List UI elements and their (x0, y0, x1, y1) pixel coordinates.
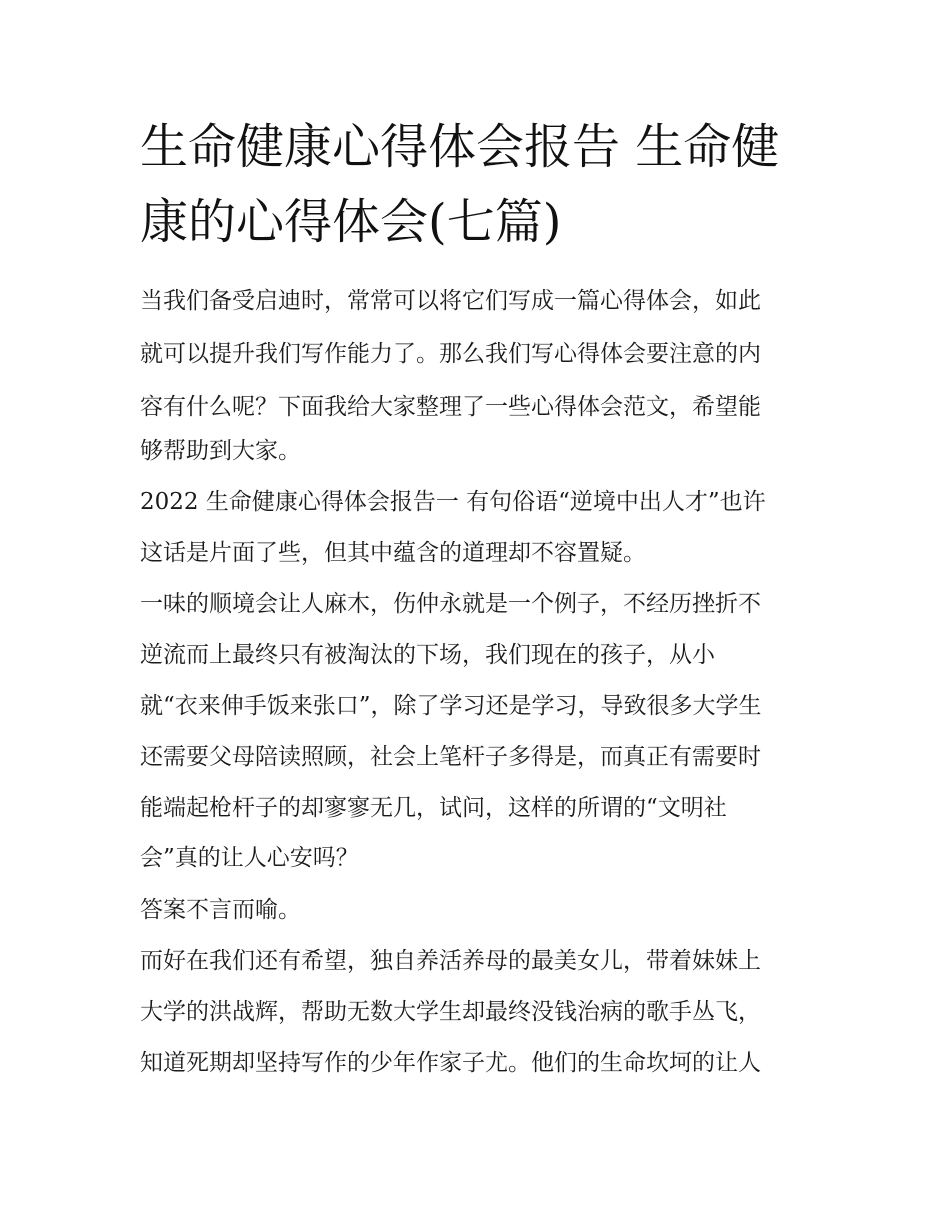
body-text-line: 当我们备受启迪时，常常可以将它们写成一篇心得体会，如此 (140, 288, 761, 314)
body-text-line: 知道死期却坚持写作的少年作家子尤。他们的生命坎坷的让人 (140, 1050, 761, 1076)
body-text-line: 容有什么呢？下面我给大家整理了一些心得体会范文，希望能 (140, 394, 761, 420)
body-text-line: 能端起枪杆子的却寥寥无几，试问，这样的所谓的“文明社 (140, 795, 727, 821)
body-text-line: 会”真的让人心安吗？ (140, 845, 359, 871)
body-text-line: 2022 生命健康心得体会报告一 有句俗语“逆境中出人才”也许 (140, 489, 766, 515)
body-text-line: 这话是片面了些，但其中蕴含的道理却不容置疑。 (140, 540, 646, 566)
body-text-line: 逆流而上最终只有被淘汰的下场，我们现在的孩子，从小 (140, 642, 715, 668)
body-text-line: 够帮助到大家。 (140, 438, 301, 464)
body-text-line: 一味的顺境会让人麻木，伤仲永就是一个例子，不经历挫折不 (140, 591, 761, 617)
body-text-line: 而好在我们还有希望，独自养活养母的最美女儿，带着妹妹上 (140, 948, 761, 974)
body-text-line: 答案不言而喻。 (140, 897, 301, 923)
body-text-line: 还需要父母陪读照顾，社会上笔杆子多得是，而真正有需要时 (140, 744, 761, 770)
body-text-line: 就可以提升我们写作能力了。那么我们写心得体会要注意的内 (140, 341, 761, 367)
title-line-1: 生命健康心得体会报告 生命健 (140, 119, 780, 175)
body-text-line: 大学的洪战辉，帮助无数大学生却最终没钱治病的歌手丛飞， (140, 999, 761, 1025)
title-line-2: 康的心得体会(七篇) (140, 194, 562, 250)
document-title (140, 110, 820, 260)
body-text-line: 就“衣来伸手饭来张口”，除了学习还是学习，导致很多大学生 (140, 693, 762, 719)
